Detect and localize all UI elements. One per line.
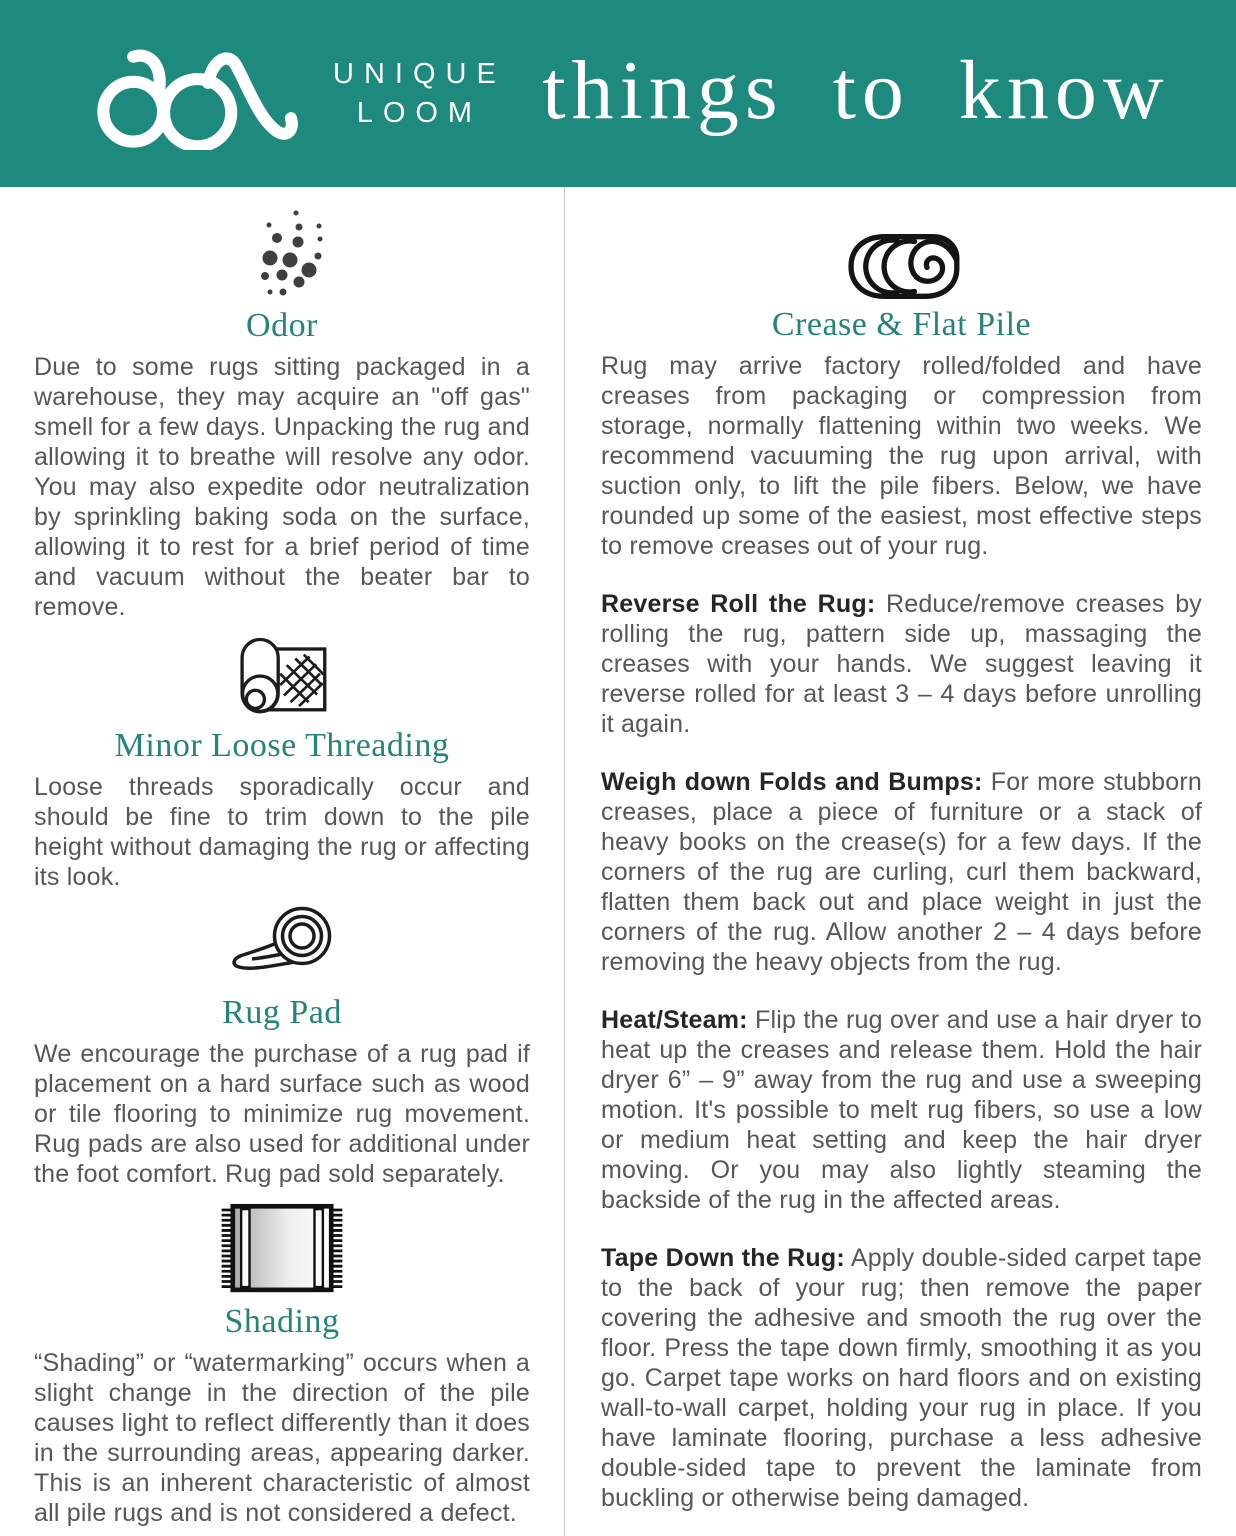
section-body: We encourage the purchase of a rug pad if placement on a hard surface such as wood or tile flooring to minimize rug movement. Rug pads are also used for additional under the foot comfort. Rug pad sold separately.	[34, 1040, 530, 1188]
brand-logo-group	[92, 38, 506, 150]
section-body: Due to some rugs sitting packaged in a warehouse, they may acquire an "off gas" smell for a few days. Unpacking the rug and allowing it to breathe will resolve any odor. You may also expedite odor neutralization by sprinkling baking soda on the surface, allowing it to rest for a brief period of time and vacuum without the beater bar to remove.	[34, 353, 530, 621]
brand-name	[333, 55, 506, 132]
tip-heat-steam	[601, 1005, 1202, 1215]
tip-label: Weigh down Folds and Bumps:	[601, 768, 983, 796]
section-odor	[34, 205, 530, 622]
section-rug-pad	[34, 900, 530, 1189]
section-heading: Odor	[246, 307, 318, 344]
left-column	[34, 187, 564, 1536]
unique-loom-logo-icon	[92, 38, 307, 150]
section-body: Loose threads sporadically occur and should be fine to trim down to the pile height without damaging the rug or affecting its look.	[34, 773, 530, 891]
section-heading: Crease & Flat Pile	[771, 306, 1032, 343]
right-column	[564, 187, 1202, 1536]
section-body: “Shading” or “watermarking” occurs when a slight change in the direction of the pile causes light to reflect differently than it does in the surrounding areas, appearing darker. This is an inherent characteristic of almost all pile rugs and is not considered a defect.	[34, 1349, 530, 1527]
section-shading	[34, 1197, 530, 1528]
tip-text: Flip the rug over and use a hair dryer to heat up the creases and release them. Hold the hair dryer 6” – 9” away from the rug and use a sweeping motion. It's possible to melt rug fibers, so use a low or medium heat setting and keep the hair dryer moving. Or you may also lightly steaming the backside of the rug in the affected areas.	[601, 1006, 1202, 1214]
rolled-rug-icon	[229, 630, 335, 725]
shaded-rug-icon	[212, 1197, 352, 1301]
section-heading: Minor Loose Threading	[114, 727, 450, 764]
content-area	[0, 187, 1236, 1536]
section-heading: Rug Pad	[222, 994, 342, 1031]
tip-text: Reduce/remove creases by rolling the rug, pattern side up, massaging the creases with your hands. We suggest leaving it reverse rolled for at least 3 – 4 days before unrolling it again.	[601, 590, 1202, 738]
tip-label: Reverse Roll the Rug:	[601, 590, 876, 618]
brand-line2: LOOM	[356, 96, 483, 129]
tip-reverse-roll	[601, 589, 1202, 739]
tip-text: For more stubborn creases, place a piece of furniture or a stack of heavy books on the crease(s) for a few days. If the corners of the rug are curling, curl them backward, flatten them back out and place weight in just the corners of the rug. Allow another 2 – 4 days before removing the heavy objects from the rug.	[601, 768, 1202, 976]
rolled-rug-spiral-icon	[844, 229, 960, 304]
tip-weigh-down	[601, 767, 1202, 977]
section-heading: Shading	[224, 1303, 340, 1340]
tip-text: Apply double-sided carpet tape to the back of your rug; then remove the paper covering the adhesive and smooth the rug over the floor. Press the tape down firmly, smoothing it as you go. Carpet tape works on hard floors and on existing wall-to-wall carpet, holding your rug in place. If you have laminate flooring, purchase a less adhesive double-sided tape to prevent the laminate from buckling or otherwise being damaged.	[601, 1244, 1202, 1512]
page-title: things to know	[542, 44, 1170, 137]
section-loose-threading	[34, 630, 530, 892]
tip-tape-down	[601, 1243, 1202, 1513]
tip-label: Heat/Steam:	[601, 1006, 748, 1034]
tip-label: Tape Down the Rug:	[601, 1244, 845, 1272]
header-banner	[0, 0, 1236, 187]
odor-dots-icon	[226, 205, 338, 305]
brand-line1: UNIQUE	[333, 58, 506, 91]
rug-pad-roll-icon	[222, 900, 342, 992]
section-crease-flat-pile	[601, 229, 1202, 1513]
section-intro: Rug may arrive factory rolled/folded and have creases from packaging or compression from storage, normally flattening within two weeks. We recommend vacuuming the rug upon arrival, with suction only, to lift the pile fibers. Below, we have rounded up some of the easiest, most effective steps to remove creases out of your rug.	[601, 352, 1202, 560]
